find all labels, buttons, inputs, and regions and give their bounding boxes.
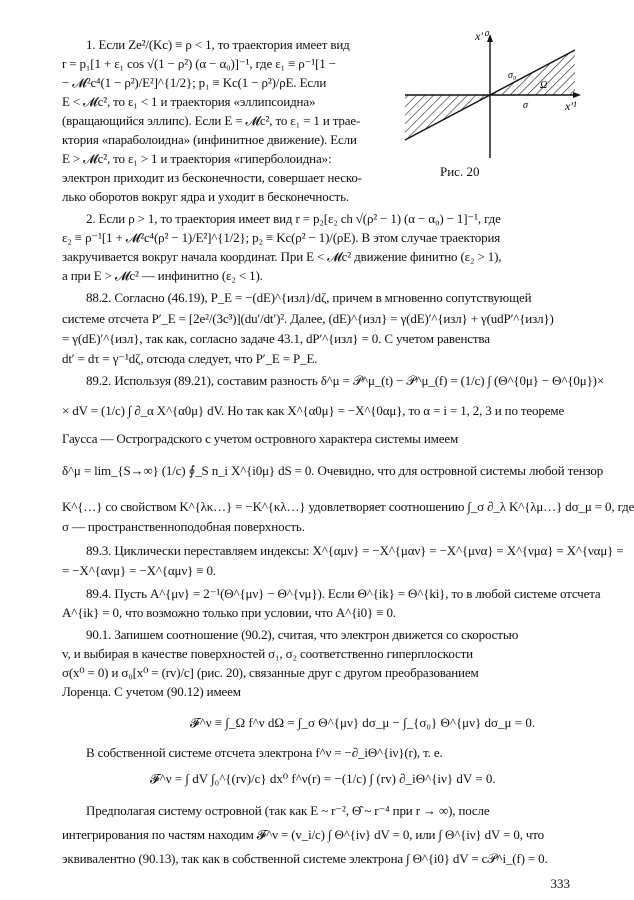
y-axis-arrow — [487, 34, 493, 42]
text-line-22: K^{…} со свойством K^{λκ…} = −K^{κλ…} удовлетворяет соотношению ∫_σ ∂_λ K^{λμ…} dσ_μ = 0, где — [62, 499, 634, 514]
sigma-label: σ — [523, 100, 528, 111]
omega-label: Ω — [540, 80, 548, 91]
text-line-16: = γ(dE)′^{изл}, так как, согласно задаче 43.1, dP′^{изл} = 0. С учетом равенства — [62, 331, 490, 346]
text-line-10: 2. Если ρ > 1, то траектория имеет вид r = p₂[ε₂ ch √(ρ² − 1) (α − α₀) − 1]⁻¹, где — [86, 211, 501, 226]
text-line-21: δ^μ = lim_{S→∞} (1/c) ∮_S n_i X^{i0μ} dS = 0. Очевидно, что для островной системы любой тензор — [62, 463, 604, 478]
sigma0-label: σ₀ — [508, 70, 517, 81]
text-line-31: Лоренца. С учетом (90.12) имеем — [62, 684, 241, 699]
text-line-35: эквивалентно (90.13), так как в собственной системе электрона ∫ Θ^{i0} dV = c𝒫^i_(f) = 0. — [62, 851, 548, 866]
text-line-13: а при E > 𝓜c² — инфинитно (ε₂ < 1). — [62, 268, 263, 283]
text-line-27: A^{ik} = 0, что возможно только при условии, что A^{i0} ≡ 0. — [62, 605, 396, 620]
y-axis-label: x′⁰ — [475, 29, 488, 43]
text-line-18: 89.2. Используя (89.21), составим разность δ^μ = 𝒫^μ_(t) − 𝒫^μ_(f) = (1/c) ∫ (Θ^{0μ} − Θ^{0μ})× — [86, 373, 605, 388]
text-line-23: σ — пространственноподобная поверхность. — [62, 519, 305, 534]
text-line-9: лько оборотов вокруг ядра и уходит в бесконечность. — [62, 189, 349, 204]
text-line-12: закручивается вокруг начала координат. При E < 𝓜c² движение финитно (ε₂ > 1), — [62, 249, 502, 264]
text-line-3: − 𝓜²c⁴(1 − ρ²)/E²]^{1/2}; p₁ ≡ Kc(1 − ρ²)/ρE. Если — [62, 75, 327, 90]
page-number: 333 — [550, 876, 570, 891]
text-line-24: 89.3. Циклически переставляем индексы: X^{αμν} = −X^{μαν} = −X^{μνα} = X^{νμα} = X^{ναμ} = — [86, 543, 624, 558]
text-line-5: (вращающийся эллипс). Если E = 𝓜c², то ε₁ = 1 и трае- — [62, 113, 361, 128]
text-line-14: 88.2. Согласно (46.19), P_E = −(dE)^{изл}/dζ, причем в мгновенно сопутствующей — [86, 290, 532, 305]
text-line-33: Предполагая систему островной (так как E ~ r⁻², Θ̂ ~ r⁻⁴ при r → ∞), после — [86, 803, 490, 818]
text-line-17: dt′ = dτ = γ⁻¹dζ, отсюда следует, что P′_E = P_E. — [62, 351, 318, 366]
text-line-11: ε₂ ≡ ρ⁻¹[1 + 𝓜²c⁴(ρ² − 1)/E²]^{1/2}; p₂ ≡ Kc(ρ² − 1)/(ρE). В этом случае траектория — [62, 230, 501, 245]
text-line-6: ктория «параболоидна» (инфинитное движение). Если — [62, 132, 357, 147]
figure-20-diagram — [405, 30, 583, 162]
text-line-30: σ(x⁰ = 0) и σ₀[x⁰ = (rv)/c] (рис. 20), связанные друг с другом преобразованием — [62, 665, 479, 680]
text-line-29: v, и выбирая в качестве поверхностей σ₁, σ₂ соответственно гиперплоскости — [62, 646, 473, 661]
equation-2: 𝓕^ν = ∫ dV ∫₀^{(rv)/c} dx⁰ f^ν(r) = −(1/c) ∫ (rv) ∂_iΘ^{iν} dV = 0. — [150, 771, 496, 786]
x-axis-label: x′¹ — [565, 99, 577, 113]
text-line-15: системе отсчета P′_E = [2e²/(3c³)](du′/dt′)². Далее, (dE)^{изл} = γ(dE)′^{изл} + γ(udP′^{изл}) — [62, 311, 554, 326]
equation-1: 𝓕^ν ≡ ∫_Ω f^ν dΩ = ∫_σ Θ^{μν} dσ_μ − ∫_{σ₀} Θ^{μν} dσ_μ = 0. — [190, 715, 536, 730]
figure-caption: Рис. 20 — [440, 164, 480, 179]
text-line-7: E > 𝓜c², то ε₁ > 1 и траектория «гиперболоидна»: — [62, 151, 332, 166]
text-line-26: 89.4. Пусть A^{μν} = 2⁻¹(Θ^{μν} − Θ^{νμ}). Если Θ^{ik} = Θ^{ki}, то в любой системе отсчета — [86, 586, 601, 601]
text-line-34: интегрирования по частям находим 𝓕^ν = (v_i/c) ∫ Θ^{iν} dV = 0, или ∫ Θ^{iν} dV = 0, что — [62, 827, 545, 842]
text-line-28: 90.1. Запишем соотношение (90.2), считая, что электрон движется со скоростью — [86, 627, 519, 642]
text-line-32: В собственной системе отсчета электрона f^ν = −∂_iΘ^{iν}(r), т. е. — [86, 745, 443, 760]
text-line-2: r = p₁[1 + ε₁ cos √(1 − ρ²) (α − α₀)]⁻¹, где ε₁ ≡ ρ⁻¹[1 − — [62, 56, 336, 71]
x-axis-arrow — [573, 92, 581, 98]
text-line-20: Гаусса — Остроградского с учетом островного характера системы имеем — [62, 431, 459, 446]
text-line-25: = −X^{ανμ} = −X^{αμν} ≡ 0. — [62, 563, 217, 578]
text-line-4: E < 𝓜c², то ε₁ < 1 и траектория «эллипсоидна» — [62, 94, 316, 109]
text-line-19: × dV = (1/c) ∫ ∂_α X^{α0μ} dV. Но так как X^{α0μ} = −X^{0αμ}, то α = i = 1, 2, 3 и по теореме — [62, 403, 565, 418]
text-line-8: электрон приходит из бесконечности, совершает неско- — [62, 170, 362, 185]
text-line-1: 1. Если Ze²/(Kc) ≡ ρ < 1, то траектория имеет вид — [86, 37, 350, 52]
